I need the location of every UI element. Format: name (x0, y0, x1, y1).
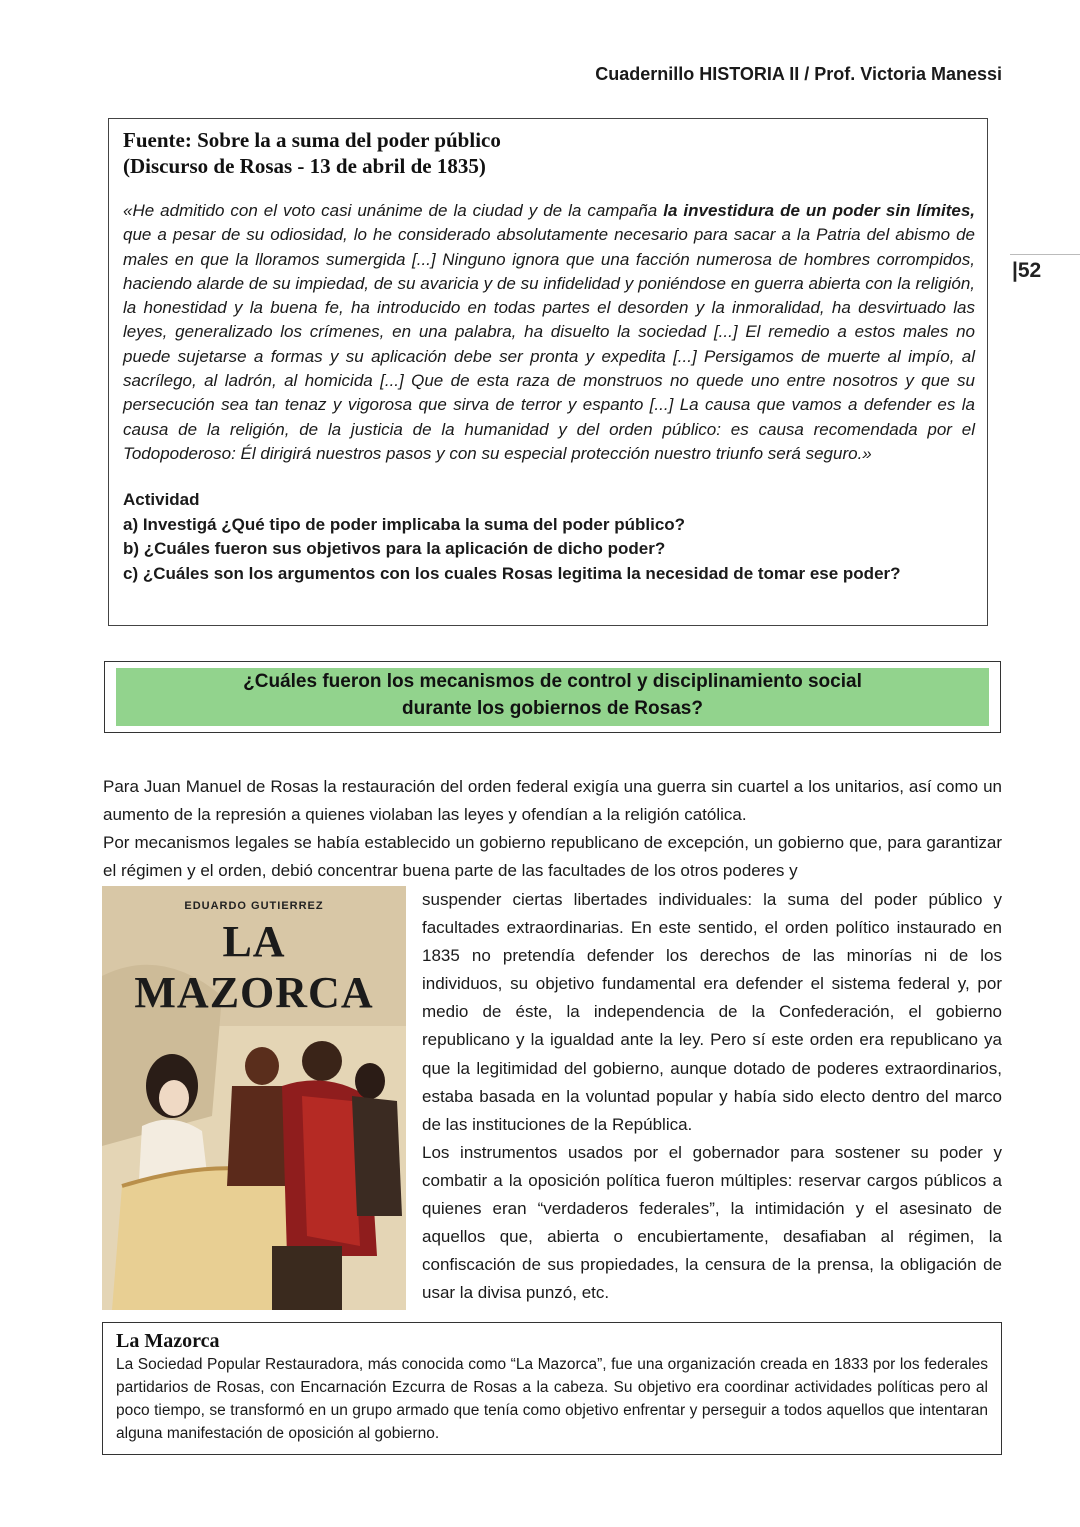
source-quote (123, 199, 975, 466)
body-paragraph-3: Los instrumentos usados por el gobernador para sostener su poder y combatir a la oposición política fueron múltiples: reservar cargos públicos a quienes eran “verdaderos federales”, la intimidación y el asesinato de aquellos que, abierta o encubiertamente, desafiaban al régimen, la confiscación de sus propiedades, la censura de la prensa, la obligación de usar la divisa punzó, etc. (422, 1142, 1002, 1303)
activity-question-a: a) Investigá ¿Qué tipo de poder implicaba la suma del poder público? (123, 514, 686, 534)
section-question-banner (116, 668, 989, 726)
source-title-line2: (Discurso de Rosas - 13 de abril de 1835) (123, 154, 486, 178)
body-paragraph-2-start: Por mecanismos legales se había establecido un gobierno republicano de excepción, un gobierno que, para garantizar el régimen y el orden, debió concentrar buena parte de las facultades de los otros poderes y (103, 833, 1002, 880)
body-wrapped-text (422, 886, 1002, 1307)
mazorca-info-box (102, 1322, 1002, 1455)
section-question-line2: durante los gobiernos de Rosas? (402, 698, 703, 719)
activity-title: Actividad (123, 490, 200, 510)
poster-title: LA MAZORCA (134, 917, 374, 1017)
body-paragraph-1: Para Juan Manuel de Rosas la restauración del orden federal exigía una guerra sin cuartel a los unitarios, así como un aumento de la represión a quienes violaban las leyes y ofendían a la religión católica. (103, 777, 1002, 824)
poster-author: EDUARDO GUTIERREZ (184, 900, 324, 912)
activity-question-c: c) ¿Cuáles son los argumentos con los cuales Rosas legitima la necesidad de tomar ese poder? (123, 563, 901, 583)
page-number-rule (1010, 254, 1080, 255)
la-mazorca-poster-image (102, 886, 406, 1310)
activity-section (123, 488, 975, 586)
section-question-line1: ¿Cuáles fueron los mecanismos de control y disciplinamiento social (243, 671, 862, 692)
source-title-line1: Fuente: Sobre la a suma del poder público (123, 128, 501, 152)
quote-start: «He admitido con el voto casi unánime de la ciudad y de la campaña (123, 201, 664, 220)
page-header: Cuadernillo HISTORIA II / Prof. Victoria Manessi (595, 64, 1002, 84)
page-number: |52 (1012, 259, 1042, 282)
mazorca-text: La Sociedad Popular Restauradora, más conocida como “La Mazorca”, fue una organización creada en 1833 por los federales partidarios de Rosas, con Encarnación Ezcurra de Rosas a la cabeza. Su objetivo era coordinar actividades políticas pero al poco tiempo, se transformó en un grupo armado que tenía como objetivo enfrentar y perseguir a todos aquellos que intentaran alguna manifestación de oposición al gobierno. (116, 1356, 988, 1442)
source-box (108, 118, 988, 626)
mazorca-title: La Mazorca (116, 1330, 220, 1352)
activity-question-b: b) ¿Cuáles fueron sus objetivos para la aplicación de dicho poder? (123, 539, 666, 559)
quote-rest: que a pesar de su odiosidad, lo he considerado absolutamente necesario para sacar a la Patria del abismo de males en que la lloramos sumergida [...] Ninguno ignora que una facción numerosa de hombres corrompidos, haciendo alarde de su impiedad, de su avaricia y de su infidelidad y poniéndose en guerra abierta con la religión, la honestidad y la buena fe, ha introducido en todas partes el desorden y la inmoralidad, ha desvirtuado las leyes, generalizado los crímenes, en una palabra, ha disuelto la sociedad [...] El remedio a estos males no puede sujetarse a formas y su aplicación debe ser pronta y expedita [...] Persigamos de muerte al impío, al sacrílego, al ladrón, al homicida [...] Que de esta raza de monstruos no quede uno entre nosotros y que su persecución sea tan tenaz y vigorosa que sirva de terror y espanto [...] La causa que vamos a defender es la causa de la religión, de la justicia de la humanidad y del orden público: es causa recomendada por el Todopoderoso: Él dirigirá nuestros pasos y con su especial protección nuestro triunfo será seguro.» (123, 225, 975, 463)
body-intro (103, 773, 1002, 885)
quote-bold: la investidura de un poder sin límites, (663, 201, 975, 220)
section-question-box (104, 661, 1001, 733)
body-paragraph-2-wrap: suspender ciertas libertades individuales: la suma del poder público y facultades extraordinarias. En este sentido, el orden político instaurado en 1835 no pretendía defender los derechos de las minorías ni de los individuos, su objetivo fundamental era defender el sistema federal y, por medio de éste, la independencia de la Confederación, el gobierno republicano y la igualdad ante la ley. Pero sí este orden era republicano ya que la legitimidad del gobierno, aunque dotado de poderes extraordinarios, estaba basada en la voluntad popular y había sido electo dentro del marco de las instituciones de la República. (422, 890, 1002, 1134)
